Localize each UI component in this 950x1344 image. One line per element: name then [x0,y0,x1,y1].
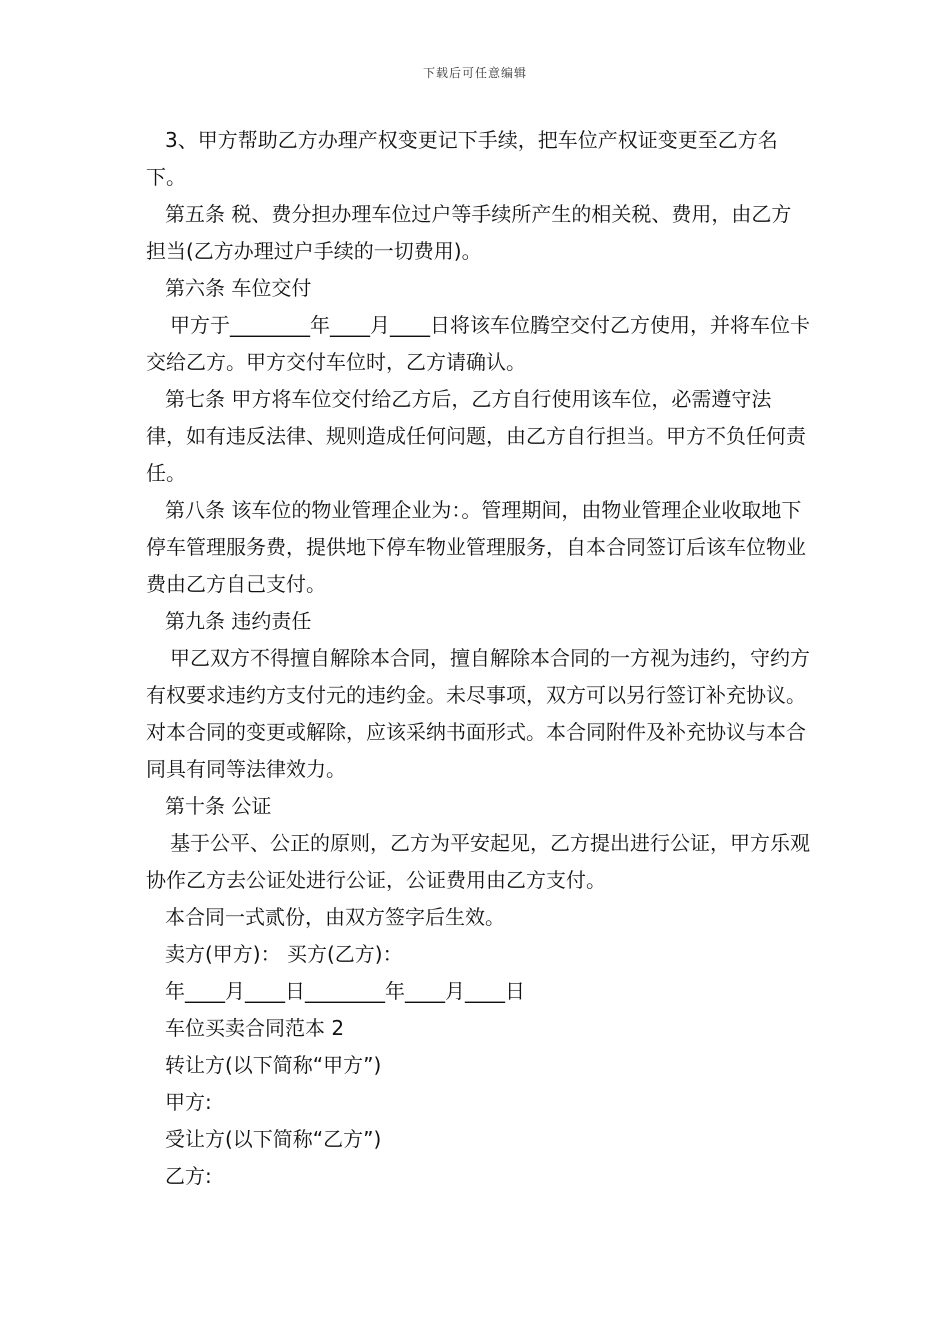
paragraph-clause-3: 3、甲方帮助乙方办理产权变更记下手续，把车位产权证变更至乙方名下。 [146,128,778,189]
heading-article-6: 第六条 车位交付 [165,276,312,300]
signature-dates: 年____月____日________年____月____日 [165,979,525,1003]
document-body [146,122,810,1195]
party-transferor-label: 转让方(以下简称“甲方”) [165,1053,382,1077]
paragraph-breach: 甲乙双方不得擅自解除本合同，擅自解除本合同的一方视为违约，守约方有权要求违约方支付元的违约金。未尽事项，双方可以另行签订补充协议。对本合同的变更或解除，应该采纳书面形式。本合同附件及补充协议与本合同具有同等法律效力。 [146,646,810,781]
party-a-field: 甲方: [165,1090,212,1114]
paragraph-article-7: 第七条 甲方将车位交付给乙方后，乙方自行使用该车位，必需遵守法律，如有违反法律、规则造成任何问题，由乙方自行担当。甲方不负任何责任。 [146,387,806,485]
paragraph-article-8: 第八条 该车位的物业管理企业为：。管理期间，由物业管理企业收取地下停车管理服务费，提供地下停车物业管理服务，自本合同签订后该车位物业费由乙方自己支付。 [146,498,806,596]
heading-template-2: 车位买卖合同范本 2 [165,1016,345,1040]
heading-article-9: 第九条 违约责任 [165,609,312,633]
paragraph-notary: 基于公平、公正的原则，乙方为平安起见，乙方提出进行公证，甲方乐观协作乙方去公证处进行公证，公证费用由乙方支付。 [146,831,810,892]
paragraph-delivery: 甲方于________年____月____日将该车位腾空交付乙方使用，并将车位卡交给乙方。甲方交付车位时，乙方请确认。 [146,313,810,374]
heading-article-10: 第十条 公证 [165,794,272,818]
paragraph-article-5: 第五条 税、费分担办理车位过户等手续所产生的相关税、费用，由乙方担当(乙方办理过户手续的一切费用)。 [146,202,792,263]
paragraph-effective: 本合同一式贰份，由双方签字后生效。 [165,905,505,929]
page-header: 下载后可任意编辑 [422,66,527,80]
party-transferee-label: 受让方(以下简称“乙方”) [165,1127,382,1151]
signature-parties: 卖方(甲方)： 买方(乙方)： [165,942,403,966]
party-b-field: 乙方: [165,1164,212,1188]
